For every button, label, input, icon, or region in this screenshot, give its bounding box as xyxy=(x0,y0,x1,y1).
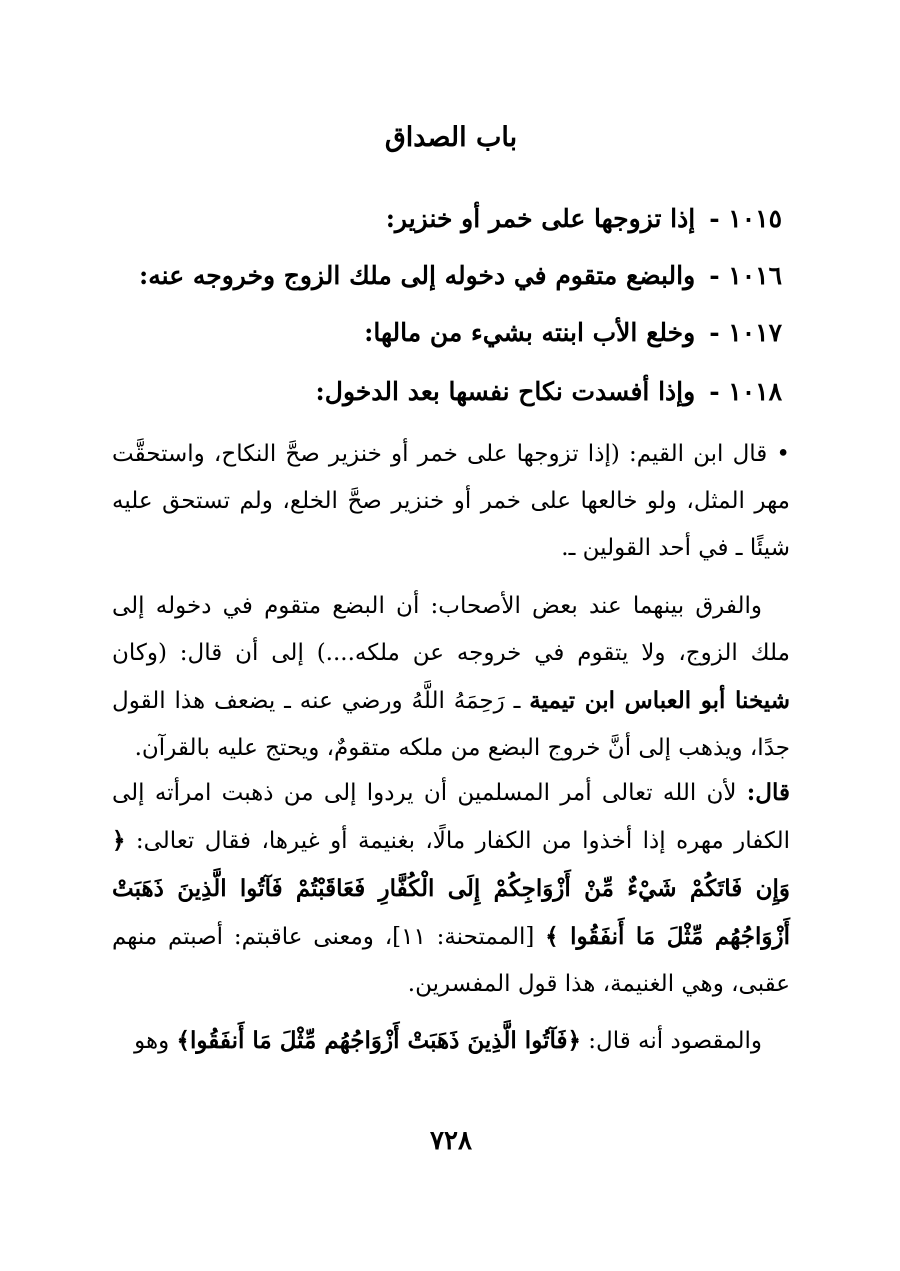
quran-verse: ﴿ وَإِن فَاتَكُمْ شَيْءٌ مِّنْ أَزْوَاجِكُمْ إِلَى الْكُفَّارِ فَعَاقَبْتُمْ فَآتُوا الَّذِينَ ذَهَبَتْ أَزْوَاجُهُم مِّثْلَ مَا أَنفَقُوا ﴾ xyxy=(112,827,790,950)
paragraph-text: لأن الله تعالى أمر المسلمين أن يردوا إلى من ذهبت امرأته إلى الكفار مهره إذا أخذوا من الكفار مالًا، بغنيمة أو غيرها، فقال تعالى: xyxy=(112,780,790,854)
quran-verse: ﴿فَآتُوا الَّذِينَ ذَهَبَتْ أَزْوَاجُهُم مِّثْلَ مَا أَنفَقُوا﴾ xyxy=(176,1027,581,1054)
paragraph-label: قال: xyxy=(746,779,790,806)
paragraph-text: • قال ابن القيم: (إذا تزوجها على خمر أو خنزير صحَّ النكاح، واستحقَّت مهر المثل، ولو خالعها على خمر أو خنزير صحَّ الخلع، ولم تستحق عليه شيئًا ـ في أحد القولين ـ. xyxy=(112,441,790,561)
chapter-title: باب الصداق xyxy=(384,122,518,153)
paragraph-conclusion xyxy=(112,1017,790,1065)
paragraph-text: [الممتحنة: ١١]، ومعنى عاقبتم: أصبتم منهم عقبى، وهي الغنيمة، هذا قول المفسرين. xyxy=(112,924,790,997)
scholar-name: شيخنا أبو العباس ابن تيمية xyxy=(529,687,790,714)
paragraph-text: ـ رَحِمَهُ اللَّهُ ورضي عنه ـ يضعف هذا القول جدًا، ويذهب إلى أنَّ خروج البضع من ملكه متقومٌ، ويحتج عليه بالقرآن. xyxy=(112,688,790,761)
issue-number: ١٠١٨ - xyxy=(709,377,782,406)
issue-number: ١٠١٥ - xyxy=(709,204,782,233)
issue-line xyxy=(112,256,782,296)
book-page xyxy=(112,0,790,1271)
issue-number: ١٠١٧ - xyxy=(709,318,782,347)
issue-text: وإذا أفسدت نكاح نفسها بعد الدخول: xyxy=(315,377,696,406)
paragraph-difference xyxy=(112,583,790,772)
issue-line xyxy=(112,372,782,412)
issue-text: والبضع متقوم في دخوله إلى ملك الزوج وخروجه عنه: xyxy=(139,261,696,290)
paragraph-quran-evidence xyxy=(112,769,790,1008)
issue-number: ١٠١٦ - xyxy=(709,261,782,290)
issue-text: وخلع الأب ابنته بشيء من مالها: xyxy=(364,318,696,347)
issue-line xyxy=(112,313,782,353)
paragraph-text: والفرق بينهما عند بعض الأصحاب: أن البضع متقوم في دخوله إلى ملك الزوج، ولا يتقوم في خروجه عن ملكه....) إلى أن قال: (وكان xyxy=(112,593,790,666)
page-number: ٧٢٨ xyxy=(430,1126,472,1156)
paragraph-text: وهو xyxy=(134,1028,177,1054)
issue-text: إذا تزوجها على خمر أو خنزير: xyxy=(385,204,696,233)
paragraph-ibn-qayyim-quote xyxy=(112,431,790,572)
issue-line xyxy=(112,199,782,239)
paragraph-text: والمقصود أنه قال: xyxy=(580,1028,762,1054)
